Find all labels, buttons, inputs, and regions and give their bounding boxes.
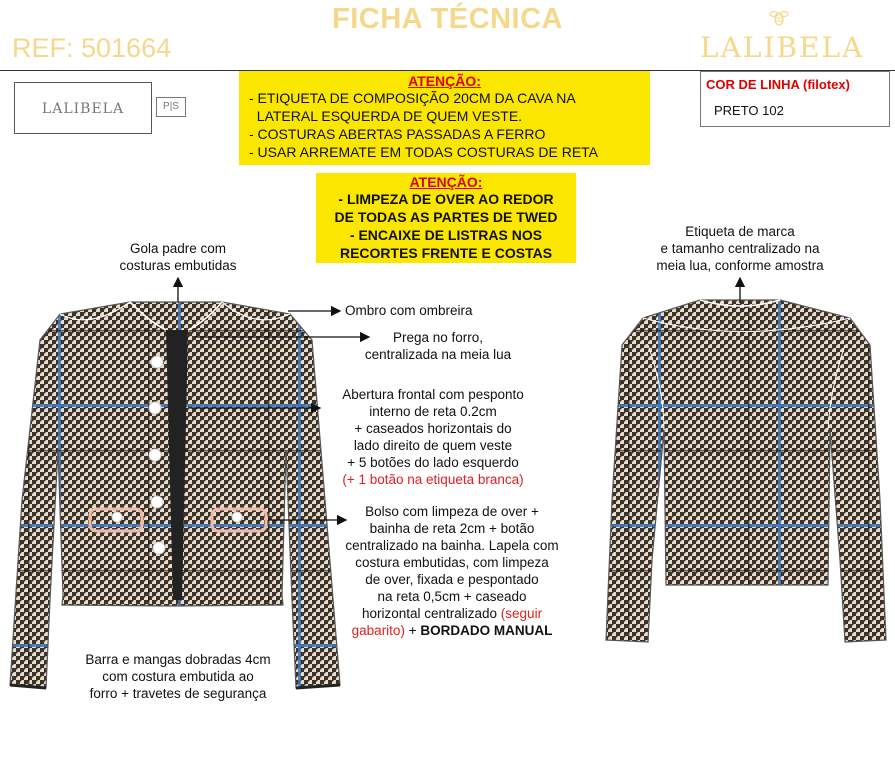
note-line: + caseados horizontais do bbox=[354, 421, 512, 436]
note-hem bbox=[58, 651, 298, 702]
attention-line: - USAR ARREMATE EM TODAS COSTURAS DE RETA bbox=[249, 144, 599, 160]
note-line: Gola padre com bbox=[129, 241, 227, 256]
note-line: Prega no forro, bbox=[392, 330, 484, 345]
note-line: e tamanho centralizado na bbox=[660, 241, 820, 256]
button bbox=[151, 496, 163, 508]
note-line: bainha de reta 2cm + botão bbox=[369, 521, 535, 536]
note-line: Barra e mangas dobradas 4cm bbox=[85, 652, 271, 667]
size-label-sample: P|S bbox=[156, 97, 186, 117]
attention-line: DE TODAS AS PARTES DE TWED bbox=[334, 209, 558, 225]
note-line: Etiqueta de marca bbox=[685, 224, 795, 239]
note-line: Abertura frontal com pesponto bbox=[342, 387, 524, 402]
note-line: lado direito de quem veste bbox=[353, 438, 513, 453]
thread-color-heading: COR DE LINHA (filotex) bbox=[706, 77, 850, 92]
thread-color-value: PRETO 102 bbox=[714, 103, 784, 118]
attention-line: - COSTURAS ABERTAS PASSADAS A FERRO bbox=[249, 126, 546, 142]
note-line: costuras embutidas bbox=[119, 258, 237, 273]
note-text: + bbox=[404, 623, 421, 638]
button bbox=[112, 512, 122, 522]
attention-heading: ATENÇÃO: bbox=[408, 73, 481, 89]
reference-code: REF: 501664 bbox=[12, 33, 172, 63]
note-line: Bolso com limpeza de over + bbox=[365, 504, 539, 519]
note-line: de over, fixada e pespontado bbox=[365, 572, 539, 587]
note-line: + 5 botões do lado esquerdo bbox=[347, 455, 519, 470]
back-jacket bbox=[606, 300, 886, 642]
attention-line: LATERAL ESQUERDA DE QUEM VESTE. bbox=[249, 108, 523, 124]
note-line bbox=[312, 605, 592, 622]
note-shoulder: Ombro com ombreira bbox=[345, 303, 473, 318]
button bbox=[153, 542, 165, 554]
note-pleat bbox=[330, 329, 546, 363]
button bbox=[149, 449, 161, 461]
attention-line: - LIMPEZA DE OVER AO REDOR bbox=[338, 191, 554, 207]
note-pocket bbox=[312, 503, 592, 639]
attention-heading: ATENÇÃO: bbox=[409, 174, 483, 190]
back-jacket-body bbox=[606, 300, 886, 642]
button bbox=[149, 402, 161, 414]
attention-line: RECORTES FRENTE E COSTAS bbox=[339, 245, 553, 261]
note-line: meia lua, conforme amostra bbox=[656, 258, 824, 273]
note-line: interno de reta 0.2cm bbox=[369, 404, 497, 419]
note-highlight: (seguir bbox=[500, 606, 543, 621]
note-highlight: gabarito) bbox=[351, 623, 405, 638]
button bbox=[151, 356, 163, 368]
note-front-opening bbox=[318, 386, 548, 488]
brand-logo: LALIBELA bbox=[700, 31, 865, 64]
button bbox=[232, 512, 242, 522]
note-bold: BORDADO MANUAL bbox=[420, 623, 553, 638]
attention-line: - ETIQUETA DE COMPOSIÇÃO 20CM DA CAVA NA bbox=[249, 90, 576, 106]
note-line: costura embutidas, com limpeza bbox=[355, 555, 549, 570]
note-line: na reta 0,5cm + caseado bbox=[377, 589, 527, 604]
page-title: FICHA TÉCNICA bbox=[332, 3, 563, 35]
brand-label-sample: LALIBELA bbox=[14, 82, 152, 134]
note-line: forro + travetes de segurança bbox=[89, 686, 267, 701]
attention-line: - ENCAIXE DE LISTRAS NOS bbox=[349, 227, 543, 243]
front-jacket bbox=[10, 302, 340, 688]
note-text: horizontal centralizado bbox=[361, 606, 498, 621]
note-line: centralizada na meia lua bbox=[364, 347, 512, 362]
note-line: com costura embutida ao bbox=[102, 669, 254, 684]
note-collar bbox=[93, 240, 263, 274]
note-line: centralizado na bainha. Lapela com bbox=[345, 538, 559, 553]
note-line-highlight: (+ 1 botão na etiqueta branca) bbox=[342, 472, 524, 487]
note-back-label bbox=[630, 223, 850, 274]
note-line bbox=[312, 622, 592, 639]
